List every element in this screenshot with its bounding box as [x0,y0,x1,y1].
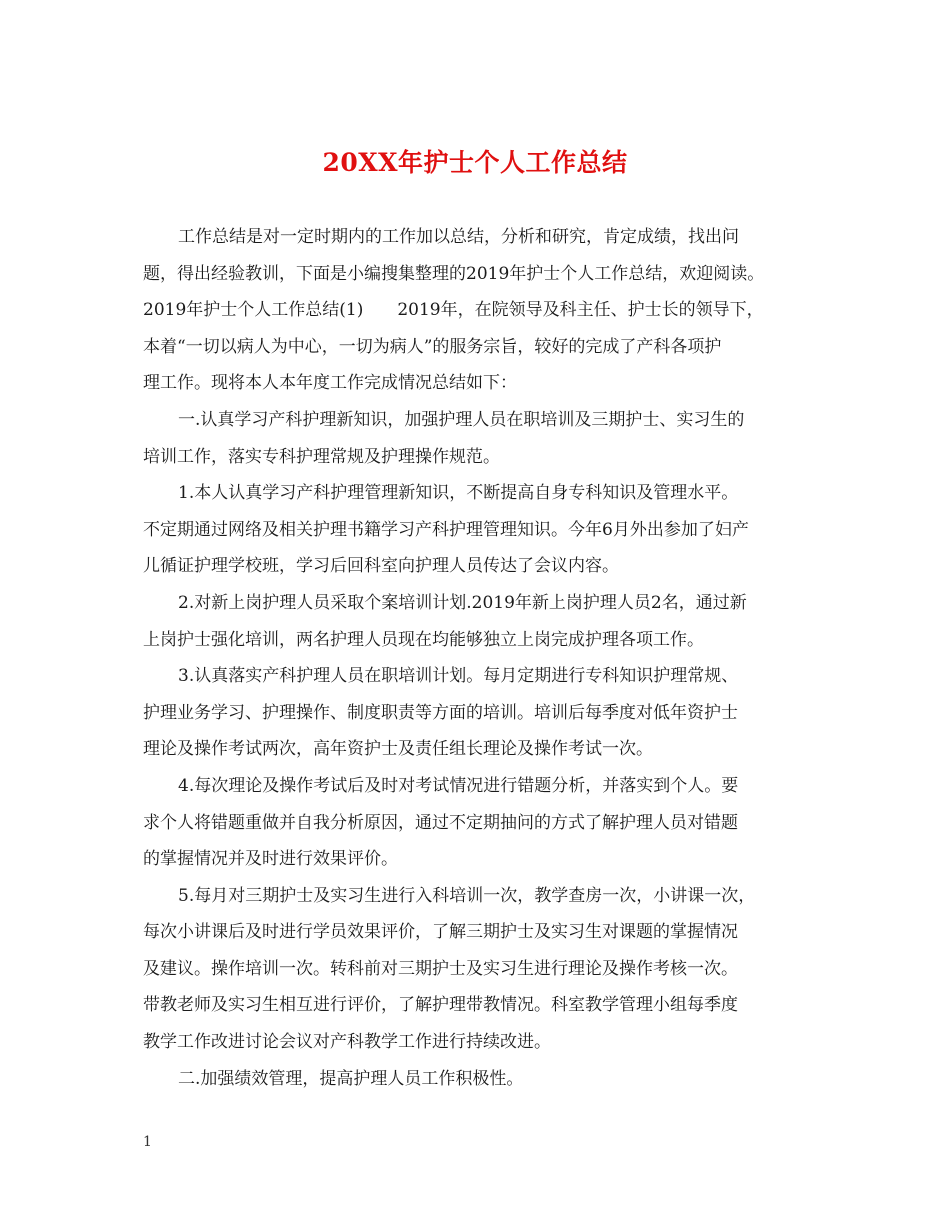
text-line: 求个人将错题重做并自我分析原因，通过不定期抽问的方式了解护理人员对错题 [143,812,738,833]
text-line: 不定期通过网络及相关护理书籍学习产科护理管理知识。今年6月外出参加了妇产 [143,519,749,540]
text-line: 及建议。操作培训一次。转科前对三期护士及实习生进行理论及操作考核一次。 [143,958,738,979]
text-line: 培训工作，落实专科护理常规及护理操作规范。 [143,446,500,467]
text-line: 每次小讲课后及时进行学员效果评价，了解三期护士及实习生对课题的掌握情况 [143,922,738,943]
text-line: 的掌握情况并及时进行效果评价。 [143,849,398,870]
text-line: 1.本人认真学习产科护理管理新知识，不断提高自身专科知识及管理水平。 [178,483,739,504]
text-line: 工作总结是对一定时期内的工作加以总结，分析和研究，肯定成绩，找出问 [178,227,739,247]
text-line: 一.认真学习产科护理新知识，加强护理人员在职培训及三期护士、实习生的 [178,409,745,430]
text-line: 本着“一切以病人为中心，一切为病人”的服务宗旨，较好的完成了产科各项护 [143,336,722,357]
document-title: 20XX年护士个人工作总结 [322,148,628,177]
text-line: 带教老师及实习生相互进行评价，了解护理带教情况。科室教学管理小组每季度 [143,995,738,1016]
text-line: 理论及操作考试两次，高年资护士及责任组长理论及操作考试一次。 [143,739,653,760]
text-line: 儿循证护理学校班，学习后回科室向护理人员传达了会议内容。 [143,556,619,577]
text-line: 教学工作改进讨论会议对产科教学工作进行持续改进。 [143,1032,551,1053]
text-line: 3.认真落实产科护理人员在职培训计划。每月定期进行专科知识护理常规、 [178,666,739,687]
text-line: 护理业务学习、护理操作、制度职责等方面的培训。培训后每季度对低年资护士 [143,702,738,723]
page-number: 1 [143,1134,152,1150]
text-line: 2019年护士个人工作总结(1) 2019年，在院领导及科主任、护士长的领导下， [143,300,764,321]
text-line: 题，得出经验教训，下面是小编搜集整理的2019年护士个人工作总结，欢迎阅读。 [143,263,765,284]
text-line: 二.加强绩效管理，提高护理人员工作积极性。 [178,1068,524,1089]
text-line: 2.对新上岗护理人员采取个案培训计划.2019年新上岗护理人员2名，通过新 [178,592,747,613]
text-line: 4.每次理论及操作考试后及时对考试情况进行错题分析，并落实到个人。要 [178,775,739,796]
text-line: 5.每月对三期护士及实习生进行入科培训一次，教学查房一次，小讲课一次， [178,885,756,906]
text-line: 理工作。现将本人本年度工作完成情况总结如下： [143,373,517,394]
document-body [143,219,823,1097]
text-line: 上岗护士强化培训，两名护理人员现在均能够独立上岗完成护理各项工作。 [143,629,704,650]
